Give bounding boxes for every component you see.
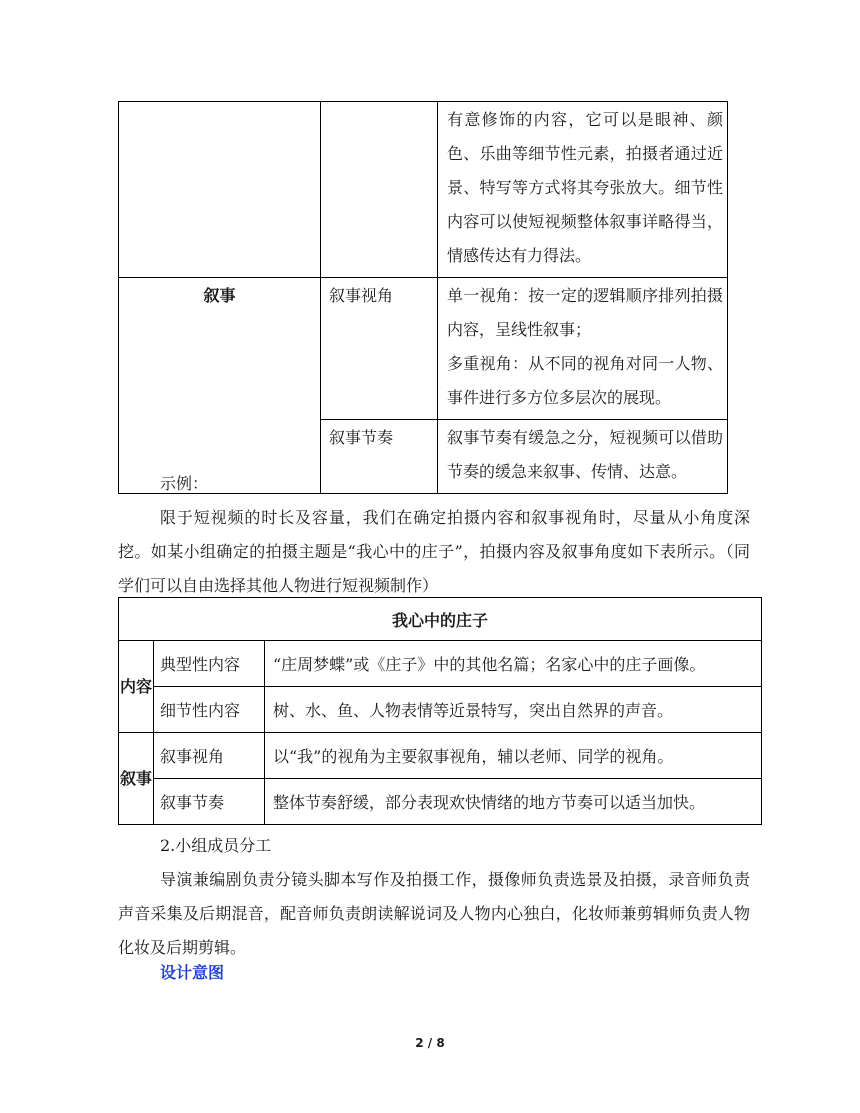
perspective-label: 叙事视角 [329, 286, 394, 305]
table-cell [119, 278, 321, 494]
table-row [119, 641, 762, 687]
row-key: 典型性内容 [154, 641, 265, 687]
table-cell [438, 278, 728, 420]
table-row [119, 102, 728, 278]
table-row [119, 733, 762, 779]
row-key: 细节性内容 [154, 687, 265, 733]
row-value: “庄周梦蝶”或《庄子》中的其他名篇；名家心中的庄子画像。 [265, 641, 762, 687]
table-cell [321, 102, 438, 278]
perspective-single: 单一视角：按一定的逻辑顺序排列拍摄内容，呈线性叙事； [447, 286, 723, 339]
table-row [119, 687, 762, 733]
row-key: 叙事视角 [154, 733, 265, 779]
row-value: 整体节奏舒缓，部分表现欢快情绪的地方节奏可以适当加快。 [265, 779, 762, 825]
table-cell [438, 420, 728, 494]
table-cell [321, 278, 438, 420]
table-cell [119, 102, 321, 278]
method-table [118, 101, 728, 494]
rhythm-description: 叙事节奏有缓急之分，短视频可以借助节奏的缓急来叙事、传情、达意。 [447, 428, 723, 481]
content-group-label: 内容 [119, 641, 154, 733]
narrative-group-label: 叙事 [119, 733, 154, 825]
row-value: 以“我”的视角为主要叙事视角，辅以老师、同学的视角。 [265, 733, 762, 779]
table-title: 我心中的庄子 [119, 598, 762, 641]
zhuangzi-table [118, 597, 762, 825]
row-key: 叙事节奏 [154, 779, 265, 825]
section2-title: 2.小组成员分工 [160, 836, 272, 855]
table-row [119, 598, 762, 641]
page-number: 2 / 8 [415, 1036, 445, 1050]
row-value: 树、水、鱼、人物表情等近景特写，突出自然界的声音。 [265, 687, 762, 733]
section2-paragraph: 导演兼编剧负责分镜头脚本写作及拍摄工作，摄像师负责选景及拍摄，录音师负责声音采集及后期混音，配音师负责朗读解说词及人物内心独白，化妆师兼剪辑师负责人物化妆及后期剪辑。 [118, 870, 750, 957]
perspective-multiple: 多重视角：从不同的视角对同一人物、事件进行多方位多层次的展现。 [447, 354, 723, 407]
table-row [119, 779, 762, 825]
intro-paragraph: 限于短视频的时长及容量，我们在确定拍摄内容和叙事视角时，尽量从小角度深挖。如某小组确定的拍摄主题是“我心中的庄子”，拍摄内容及叙事角度如下表所示。（同学们可以自由选择其他人物进行短视频制作） [118, 508, 750, 595]
rhythm-label: 叙事节奏 [329, 428, 394, 447]
detail-content-description: 有意修饰的内容，它可以是眼神、颜色、乐曲等细节性元素，拍摄者通过近景、特写等方式将其夸张放大。细节性内容可以使短视频整体叙事详略得当，情感传达有力得法。 [447, 110, 723, 265]
narrative-label: 叙事 [203, 286, 236, 305]
table-row [119, 278, 728, 420]
table-cell [321, 420, 438, 494]
design-intent-heading: 设计意图 [160, 963, 225, 982]
table-cell [438, 102, 728, 278]
example-label: 示例： [160, 474, 209, 493]
